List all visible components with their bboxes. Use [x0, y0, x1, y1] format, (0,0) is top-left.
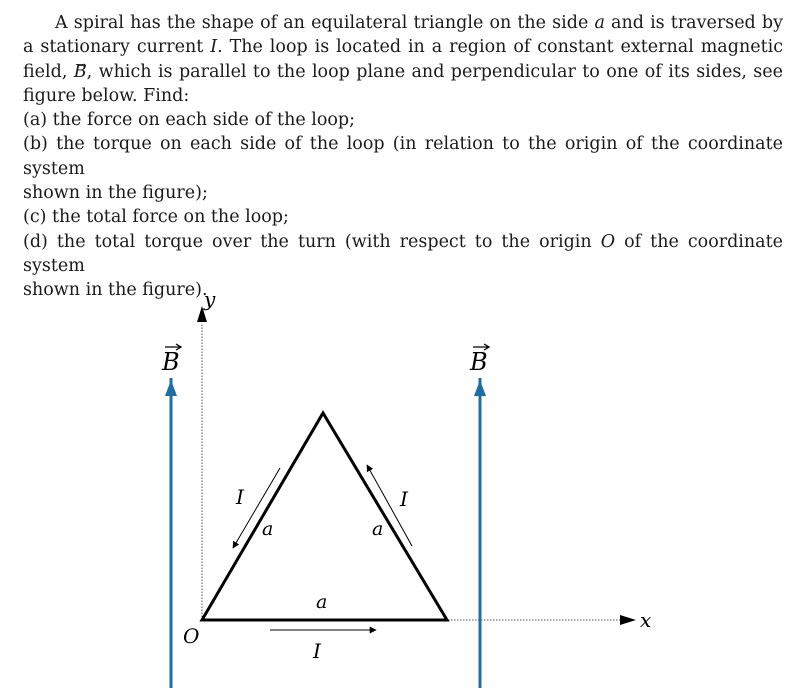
- current-label-right: I: [400, 487, 408, 511]
- field-label-right: B: [470, 348, 488, 376]
- side-label-bottom: a: [316, 591, 328, 613]
- question-b-cont: shown in the figure);: [23, 183, 208, 204]
- side-label-left: a: [262, 518, 274, 540]
- question-d-cont: shown in the figure).: [23, 280, 208, 301]
- field-label-left: B: [162, 348, 180, 376]
- current-label-left: I: [236, 485, 244, 509]
- side-label-right: a: [372, 518, 384, 540]
- question-d-line: (d) the total torque over the turn (with respect to the origin O of the coordinate system: [23, 231, 783, 276]
- y-axis-label: y: [204, 287, 216, 311]
- question-a: (a) the force on each side of the loop;: [23, 110, 356, 131]
- problem-intro: A spiral has the shape of an equilateral triangle on the side a and is traversed by a stationary current I. The loop is located in a region of constant external magnetic field, B⃗, which is parallel to the loop plane and perpendicular to one of its sides, see figure below. Find:: [23, 13, 783, 106]
- field-arrowhead-left: [165, 380, 177, 396]
- x-axis-label: x: [640, 608, 652, 632]
- origin-label: O: [183, 624, 200, 648]
- question-b-line: (b) the torque on each side of the loop (in relation to the origin of the coordinate system: [23, 134, 783, 179]
- triangle-loop: [202, 413, 447, 620]
- x-axis-arrowhead: [620, 615, 636, 625]
- question-c: (c) the total force on the loop;: [23, 207, 289, 228]
- current-label-bottom: I: [313, 639, 321, 663]
- field-arrowhead-right: [474, 380, 486, 396]
